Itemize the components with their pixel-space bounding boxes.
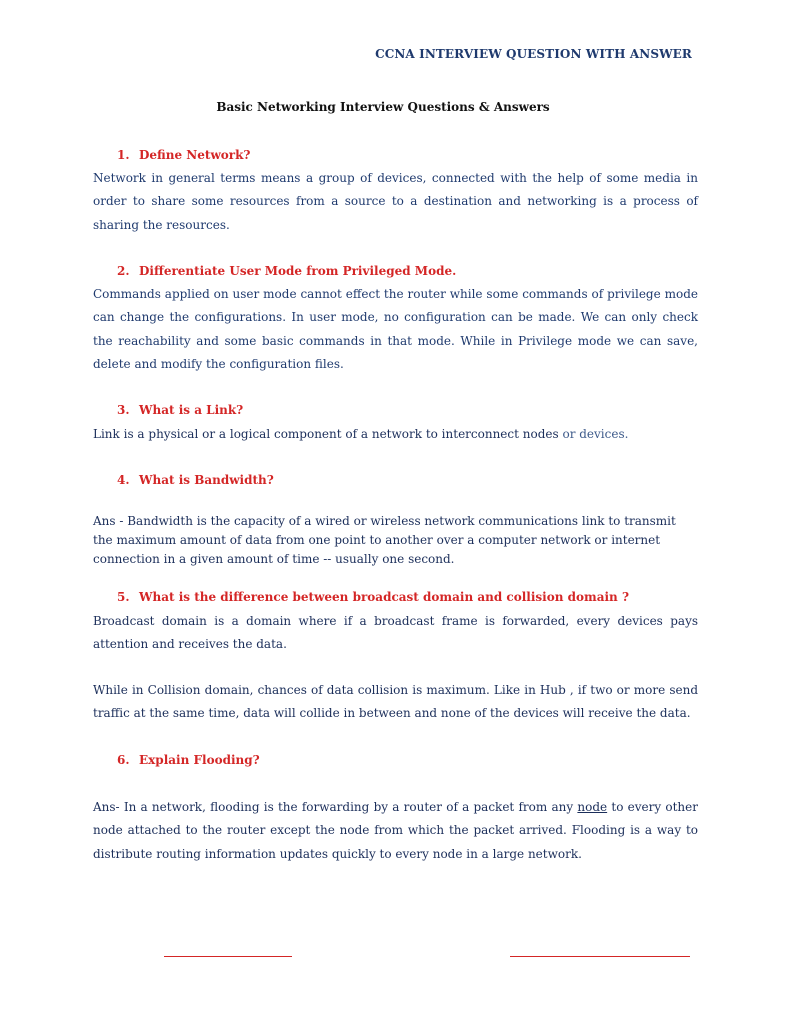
footer-rule-right [510,956,690,957]
question-heading [117,148,250,162]
answer-text: Ans - Bandwidth is the capacity of a wired or wireless network communications link to transmit the maximum amount of data from one point to another over a computer network or internet connection in a given amount of time -- usually one second. [93,514,676,566]
question-number: 6. [117,753,130,767]
question-number: 1. [117,148,130,162]
question-number: 3. [117,403,130,417]
question-text: What is Bandwidth? [139,473,274,487]
answer-text [93,796,698,866]
answer-text: Broadcast domain is a domain where if a broadcast frame is forwarded, every devices pays attention and receives the data. [93,614,698,652]
question-number: 4. [117,473,130,487]
answer-tail: or devices. [558,427,629,441]
answer-pre: Ans- In a network, flooding is the forwarding by a router of a packet from any [93,800,578,814]
header-title: CCNA INTERVIEW QUESTION WITH ANSWER [375,47,692,61]
answer-text-continued: While in Collision domain, chances of data collision is maximum. Like in Hub , if two or more send traffic at the same time, data will collide in between and none of the devices will receive the data. [93,683,698,721]
question-text: What is the difference between broadcast domain and collision domain ? [139,590,629,604]
question-text: What is a Link? [139,403,244,417]
question-text: Explain Flooding? [139,753,260,767]
question-text: Differentiate User Mode from Privileged Mode. [139,264,457,278]
question-number: 2. [117,264,130,278]
footer-rule-left [164,956,292,957]
question-heading [117,590,629,604]
answer-text: Commands applied on user mode cannot effect the router while some commands of privilege mode can change the configurations. In user mode, no configuration can be made. We can only check the reachability and some basic commands in that mode. While in Privilege mode we can save, delete and modify the configuration files. [93,287,698,371]
question-heading [117,753,260,767]
question-heading [117,473,274,487]
question-heading [117,264,456,278]
node-link[interactable]: node [577,800,608,814]
question-heading [117,403,243,417]
answer-text [93,423,698,446]
answer-post: to every other node attached to the router except the node from which the packet arrived. Flooding is a way to distribute routing information updates quickly to every node in a large network. [93,800,698,861]
document-title: Basic Networking Interview Questions & Answers [216,100,550,114]
answer-main: Link is a physical or a logical component of a network to interconnect nodes [93,427,559,441]
question-number: 5. [117,590,130,604]
question-text: Define Network? [139,148,251,162]
answer-text: Network in general terms means a group of devices, connected with the help of some media in order to share some resources from a source to a destination and networking is a process of sharing the resources. [93,171,698,232]
